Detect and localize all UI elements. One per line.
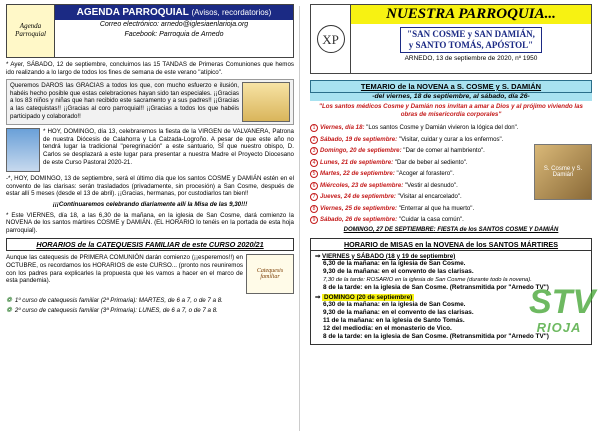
horario-line: 9,30 de la mañana: en el convento de las clarisas.: [323, 267, 474, 275]
chi-rho-text: XP: [317, 25, 345, 53]
catequesis-text: Aunque las catequesis de PRIMERA COMUNIÓN darán comienzo (¡¡esperemos!!) en OCTUBRE, os recordamos los HORARIOS de este CURSO... (pronto nos reuniremos con los padres para explicarles la propuesta que les vamos a hacer en el marco de esta pandemia).: [6, 254, 243, 285]
novena-day-label: Miércoles, 23 de septiembre:: [320, 181, 404, 189]
day-number-icon: 6: [310, 182, 318, 190]
novena-day-label: Lunes, 21 de septiembre:: [320, 158, 394, 166]
horario-line: 6,30 de la mañana: en la iglesia de San Cosme.: [323, 300, 466, 308]
valvanera-row: [6, 128, 294, 172]
catequesis-item-2-text: 2º curso de catequesis familiar (3ª Primaria): LUNES, de 6 a 7, o de 7 a 8.: [14, 306, 218, 314]
horario-line: 8 de la tarde: en la iglesia de San Cosme. (Retransmitida por "Arnedo TV"): [323, 333, 549, 341]
horario-section-2: ⇒ DOMINGO (20 de septiembre): [315, 293, 413, 301]
notice-misa: ¡¡¡Continuaremos celebrando diariamente allí la Misa de las 9,30!!!: [52, 200, 248, 208]
parroquia-name-box: [400, 27, 542, 53]
novena-day-theme: "Dar de comer al hambriento".: [401, 147, 485, 155]
novena-day-label: Sábado, 19 de septiembre:: [320, 135, 398, 143]
novena-heading: [310, 80, 592, 93]
novena-day-theme: "Visitar al encarcelado".: [395, 193, 462, 201]
day-number-icon: 8: [310, 205, 318, 213]
novena-day-label: Martes, 22 de septiembre:: [320, 170, 395, 178]
agenda-logo: Agenda Parroquial: [7, 5, 55, 57]
virgen-image: [6, 128, 40, 172]
novena-day-row: [310, 191, 532, 203]
thanks-text: Queremos DAROS las GRACIAS a todos los que, con mucho esfuerzo e ilusión, habéis hecho posible que estas celebraciones hayan sido tan especiales. ¡¡Gracias a los 83 niños y niñas que han recibido este sacramento y a sus padres!! ¡¡Gracias a las catequistas!! ¡¡Gracias al coro parroquial!! ¡¡Gracias a todos los que habéis participado y colaborado!!: [10, 82, 239, 120]
notice-cosme-damian: -*, HOY, DOMINGO, 13 de septiembre, será el último día que los santos COSME y DAMIÁN estén en el convento de las clarisas: serán trasladados (privadamente, sin procesión) a San Cosme, después de estar allí 5 meses (desde el 13 de abril). ¡¡Gracias, hermanas, por custodiarlos tan bien!!: [6, 175, 294, 198]
agenda-facebook[interactable]: Facebook: Parroquia de Arnedo: [124, 31, 224, 38]
novena-day-theme: "Enterrar al que ha muerto".: [397, 204, 475, 212]
horario-body: [311, 251, 596, 344]
parroquia-header: [310, 4, 592, 74]
chi-rho-icon: [311, 5, 351, 73]
novena-day-theme: "Los santos Cosme y Damián vivieron la lógica del don".: [364, 124, 519, 132]
horario-line: 9,30 de la mañana: en el convento de las clarisas.: [323, 308, 474, 316]
horario-line: 6,30 de la mañana: en la iglesia de San Cosme.: [323, 259, 466, 267]
novena-day-theme: "Cuidar la casa común".: [397, 216, 464, 224]
watermark-big: STV: [529, 282, 596, 321]
horario-line: 8 de la tarde: en la iglesia de San Cosme. (Retransmitida por "Arnedo TV"): [323, 284, 549, 292]
agenda-email[interactable]: Correo electrónico: arnedo@iglesiaenlarioja.org: [99, 21, 249, 28]
fiesta-line: DOMINGO, 27 DE SEPTIEMBRE: FIESTA de los SANTOS COSME Y DAMIÁN: [343, 226, 559, 233]
bullet-icon: ❁: [6, 297, 12, 305]
notice-novena: * Este VIERNES, día 18, a las 6,30 de la mañana, en la iglesia de San Cosme, dará comienzo la NOVENA de los santos mártires COSME y DAMIÁN. (EL HORARIO lo tenéis en la portada de esta hoja parroquial).: [6, 211, 294, 234]
novena-motto: "Los santos médicos Cosme y Damián nos invitan a amar a Dios y al prójimo viviendo las obras de misericordia corporales": [319, 103, 583, 118]
tv-watermark: [529, 282, 596, 342]
horario-line: 7,30 de la tarde: ROSARIO en la iglesia de San Cosme (durante todo la novena).: [323, 277, 532, 284]
notice-comuniones: * Ayer, SÁBADO, 12 de septiembre, concluimos las 15 TANDAS de Primeras Comuniones que hemos ido realizando a lo largo de todos los fines de semana de este verano "atípico".: [6, 61, 294, 76]
day-number-icon: 2: [310, 136, 318, 144]
day-number-icon: 7: [310, 193, 318, 201]
horario-line: 12 del mediodía: en el monasterio de Vico.: [323, 325, 452, 333]
catequesis-item-2: [6, 306, 294, 314]
novena-day-theme: "Acoger al forastero".: [394, 170, 455, 178]
parroquia-title: NUESTRA PARROQUIA...: [351, 5, 591, 24]
catequesis-heading-text: HORARIOS de la CATEQUESIS FAMILIAR de este CURSO 2020/21: [36, 240, 264, 250]
catequesis-item-1-text: 1º curso de catequesis familiar (2ª Primaria): MARTES, de 6 a 7, o de 7 a 8.: [14, 296, 223, 304]
novena-day-row: [310, 145, 532, 157]
agenda-title: [55, 5, 293, 20]
horario-heading-text: HORARIO de MISAS en la NOVENA de los SANTOS MÁRTIRES: [343, 239, 559, 249]
novena-day-label: Jueves, 24 de septiembre:: [320, 193, 396, 201]
novena-day-row: [310, 168, 532, 180]
catequesis-item-1: [6, 296, 294, 304]
novena-list: [310, 122, 592, 226]
novena-day-row: [310, 122, 532, 134]
horario-section-1: ⇒ VIERNES y SÁBADO (18 y 19 de septiembre): [315, 252, 456, 260]
notice-valvanera: * HOY, DOMINGO, día 13, celebraremos la fiesta de la VIRGEN de VALVANERA, Patrona de nuestra Diócesis de Calahorra y La Calzada-Logroño. A pesar de que este año no tendrá lugar la tradicional "peregrinación" a este santuario, SÍ que nuestro obispo, D. Carlos se desplazará a este lugar para presentar a nuestra Madre el Proyecto Diocesano de este Curso Pastoral 2020-21.: [43, 128, 294, 166]
horario-section-1-title: VIERNES y SÁBADO (18 y 19 de septiembre): [322, 252, 456, 260]
novena-heading-text: TEMARIO de la NOVENA a S. COSME y S. DAMIÁN: [360, 82, 542, 91]
thanks-box: [6, 79, 294, 125]
novena-day-theme: "Visitar, cuidar y curar a los enfermos".: [397, 135, 504, 143]
novena-day-row: [310, 134, 532, 146]
agenda-header: [6, 4, 294, 58]
bullet-icon: ❁: [6, 307, 12, 315]
saints-image: S. Cosme y S. Damián: [534, 144, 592, 200]
horario-box: [310, 238, 596, 345]
day-number-icon: 1: [310, 124, 318, 132]
horario-heading: [311, 239, 591, 251]
agenda-title-text: AGENDA PARROQUIAL: [76, 7, 189, 18]
horario-section-2-title: DOMINGO (20 de septiembre): [324, 293, 413, 301]
novena-days: [310, 122, 532, 226]
day-number-icon: 4: [310, 159, 318, 167]
right-page: [300, 0, 600, 437]
novena-day-theme: "Dar de beber al sediento".: [393, 158, 468, 166]
issue-date: ARNEDO, 13 de septiembre de 2020, nº 1950: [404, 55, 538, 62]
children-image: [242, 82, 290, 122]
agenda-info: [55, 5, 293, 57]
novena-day-label: Viernes, 25 de septiembre:: [320, 204, 397, 212]
catequesis-heading: [6, 238, 294, 251]
novena-day-label: Domingo, 20 de septiembre:: [320, 147, 402, 155]
novena-dates: -del viernes, 18 de septiembre, al sábado, día 26-: [310, 93, 592, 101]
novena-day-label: Viernes, día 18:: [320, 124, 365, 132]
catequesis-row: [6, 254, 294, 294]
novena-day-label: Sábado, 26 de septiembre:: [320, 216, 398, 224]
novena-day-row: [310, 180, 532, 192]
day-number-icon: 9: [310, 216, 318, 224]
parroquia-name-line-2: y SANTO TOMÁS, APÓSTOL": [408, 40, 534, 50]
day-number-icon: 5: [310, 170, 318, 178]
watermark-small: RIOJA: [536, 319, 582, 335]
day-number-icon: 3: [310, 147, 318, 155]
novena-day-row: [310, 203, 532, 215]
agenda-title-sub: (Avisos, recordatorios): [191, 8, 272, 17]
novena-day-row: [310, 214, 532, 226]
catequesis-image: Catequesis familiar: [246, 254, 294, 294]
parroquia-name-line-1: "SAN COSME y SAN DAMIÁN,: [407, 29, 535, 39]
horario-line: 11 de la mañana: en la iglesia de Santo Tomás.: [323, 316, 465, 324]
parroquia-title-block: [351, 5, 591, 73]
novena-day-theme: "Vestir al desnudo".: [403, 181, 458, 189]
novena-day-row: [310, 157, 532, 169]
